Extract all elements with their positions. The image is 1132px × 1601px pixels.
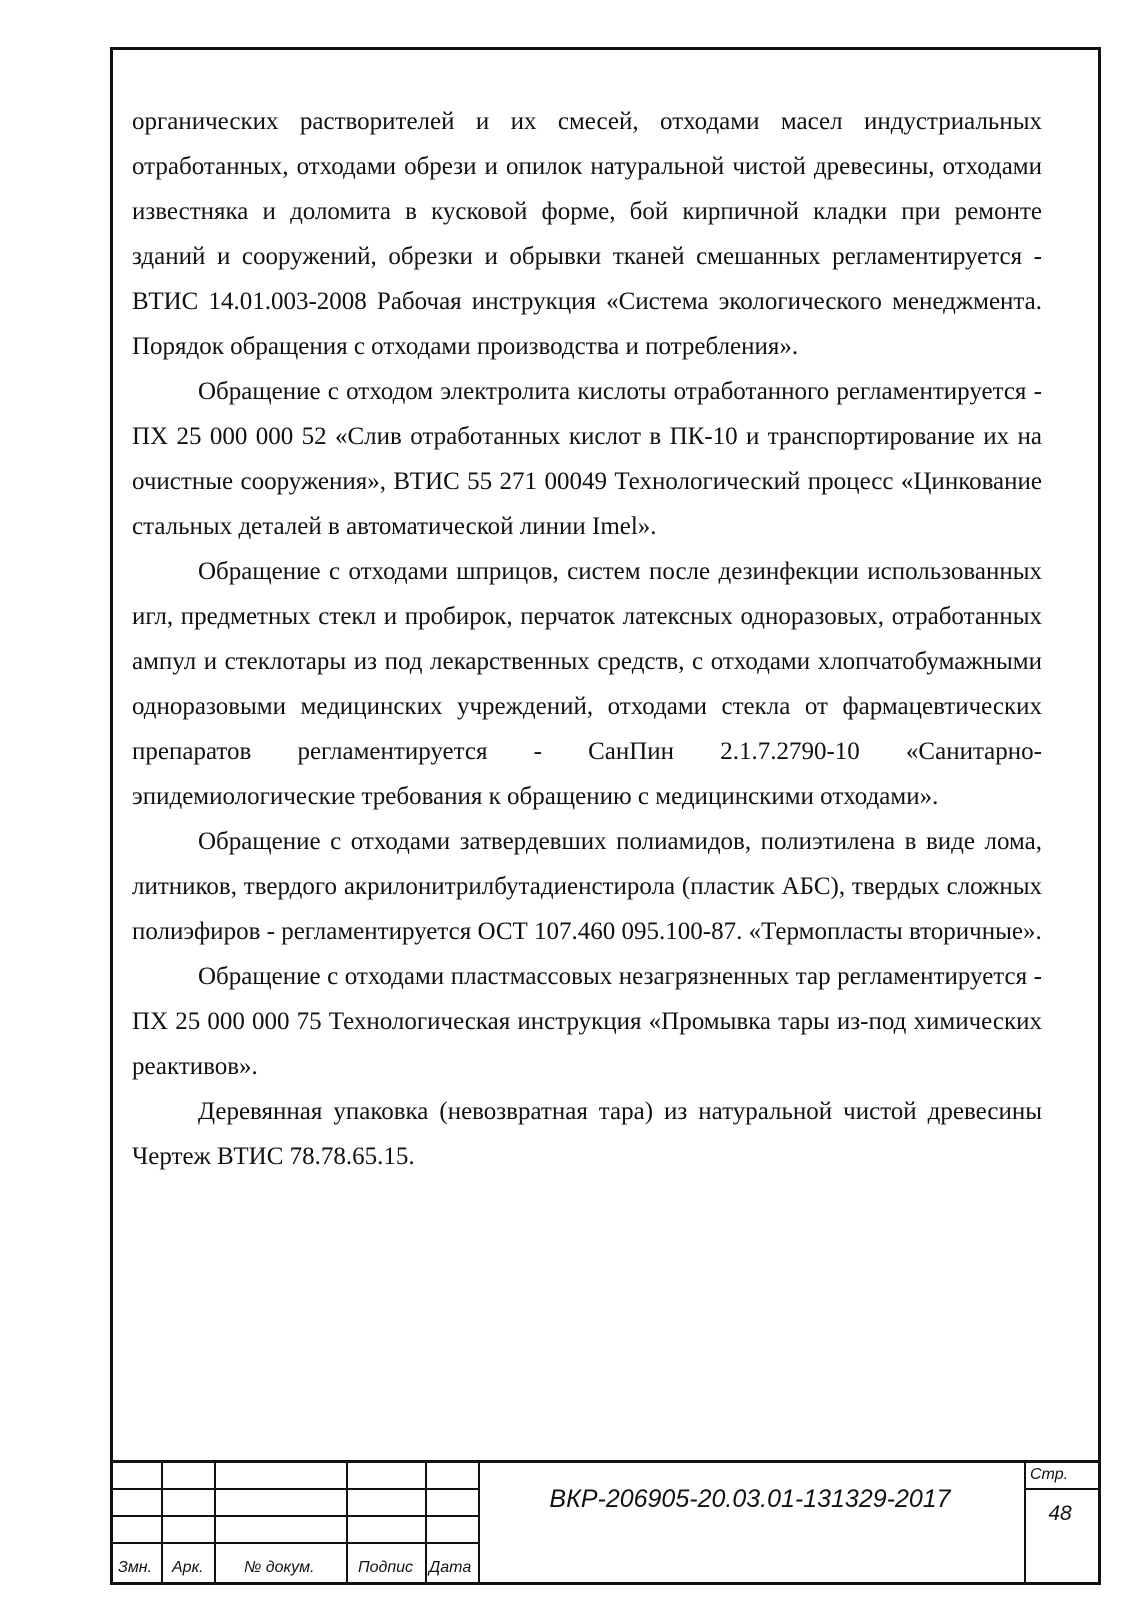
label-date: Дата [429,1559,472,1576]
page-number: 48 [1048,1502,1072,1525]
body-text [132,99,1042,1179]
label-change: Змн. [118,1559,153,1576]
title-block-col-rule [425,1460,427,1585]
paragraph-plastic-containers: Обращение с отходами пластмассовых незагрязненных тар регламентируется - ПХ 25 000 000 75 Технологическая инструкция «Промывка тары из-под химических реактивов». [132,963,1042,1080]
title-block-top-rule [110,1460,1101,1463]
title-block-col-rule [161,1460,163,1585]
paragraph-medical-waste: Обращение с отходами шприцов, систем после дезинфекции использованных игл, предметных стекл и пробирок, перчаток латексных одноразовых, отработанных ампул и стеклотары из под лекарственных средств, с отходами хлопчатобумажными одноразовыми медицинских учреждений, отходами стекла от фармацевтических препаратов регламентируется - СанПин 2.1.7.2790-10 «Санитарно-эпидемиологические требования к обращению с медицинскими отходами». [132,558,1042,810]
label-sheet: Арк. [172,1559,204,1576]
title-block-col-rule [478,1460,480,1585]
title-block-row-rule [110,1488,478,1490]
label-signature: Подпис [358,1559,414,1576]
title-block-col-rule [214,1460,216,1585]
paragraph-polymers: Обращение с отходами затвердевших полиамидов, полиэтилена в виде лома, литников, твердого акрилонитрилбутадиенстирола (пластик АБС), твердых сложных полиэфиров - регламентируется ОСТ 107.460 095.100-87. «Термопласты вторичные». [132,828,1042,945]
label-doc-no: № докум. [244,1559,315,1576]
page-label: Стр. [1030,1466,1069,1483]
document-code: ВКР-206905-20.03.01-131329-2017 [549,1485,951,1513]
title-block [110,1460,1101,1585]
title-block-row-rule [110,1542,478,1544]
page-box-rule [1024,1488,1101,1490]
paragraph-wooden-packaging: Деревянная упаковка (невозвратная тара) из натуральной чистой древесины Чертеж ВТИС 78.78.65.15. [132,1098,1042,1170]
title-block-row-rule [110,1515,478,1517]
paragraph-electrolyte: Обращение с отходом электролита кислоты отработанного регламентируется - ПХ 25 000 000 52 «Слив отработанных кислот в ПК-10 и транспортирование их на очистные сооружения», ВТИС 55 271 00049 Технологический процесс «Цинкование стальных деталей в автоматической линии Imel». [132,378,1042,540]
title-block-col-rule [346,1460,348,1585]
paragraph-continuation: органических растворителей и их смесей, отходами масел индустриальных отработанных, отходами обрези и опилок натуральной чистой древесины, отходами известняка и доломита в кусковой форме, бой кирпичной кладки при ремонте зданий и сооружений, обрезки и обрывки тканей смешанных регламентируется - ВТИС 14.01.003-2008 Рабочая инструкция «Система экологического менеджмента. Порядок обращения с отходами производства и потребления». [132,108,1042,360]
